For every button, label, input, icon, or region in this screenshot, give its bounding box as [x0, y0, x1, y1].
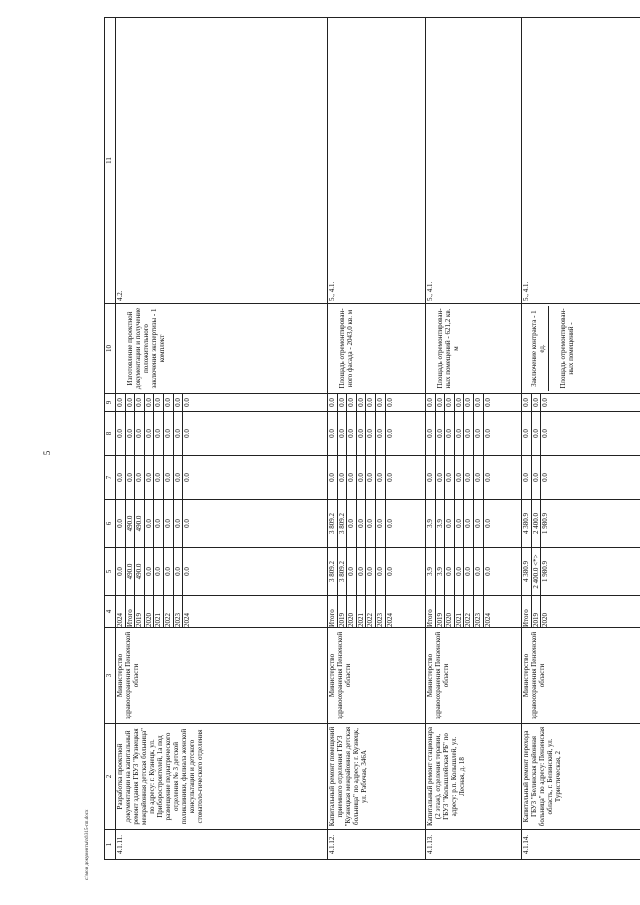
local-budget	[116, 412, 328, 456]
reference-index: 5., 4.1.	[328, 18, 426, 304]
regional-budget-value: 0.0	[445, 500, 455, 547]
total-funding-value: 0.0	[183, 567, 192, 576]
indicator	[522, 304, 640, 394]
federal-budget-value: 0.0	[464, 456, 474, 499]
other-sources-value: 0.0	[532, 394, 542, 411]
year-list-value: 2019	[532, 596, 542, 627]
other-sources-value: 0.0	[376, 394, 386, 411]
executor: Министерство здравоохранения Пензенской области	[116, 628, 328, 724]
total-funding	[426, 548, 522, 596]
other-sources-value: 0.0	[385, 398, 394, 407]
other-sources-value: 0.0	[474, 394, 484, 411]
federal-budget-value: 0.0	[174, 456, 184, 499]
header-cell: 8	[105, 412, 116, 456]
total-funding-value: 0.0	[376, 548, 386, 595]
row-number: 4.1.12.	[328, 830, 426, 860]
total-funding-value: 0.0	[445, 548, 455, 595]
other-sources-value: 0.0	[426, 394, 436, 411]
year-list-value: Итого	[328, 596, 338, 627]
table-row	[116, 18, 328, 860]
total-funding-value: 3.9	[436, 548, 446, 595]
other-sources-value: 0.0	[455, 394, 465, 411]
executor: Министерство здравоохранения Пензенской области	[328, 628, 426, 724]
other-sources-value: 0.0	[154, 394, 164, 411]
federal-budget-value: 0.0	[455, 456, 465, 499]
header-cell: 1	[105, 830, 116, 860]
total-funding-value: 0.0	[385, 567, 394, 576]
federal-budget-value: 0.0	[366, 456, 376, 499]
other-sources-value: 0.0	[541, 398, 550, 407]
federal-budget	[328, 456, 426, 500]
regional-budget-value: 0.0	[357, 500, 367, 547]
header-cell: 5	[105, 548, 116, 596]
table-row	[522, 18, 640, 860]
other-sources-value: 0.0	[338, 394, 348, 411]
federal-budget-value: 0.0	[116, 456, 126, 499]
local-budget-value: 0.0	[385, 429, 394, 438]
row-number: 4.1.13.	[426, 830, 522, 860]
total-funding-value: 0.0	[366, 548, 376, 595]
other-sources-value: 0.0	[366, 394, 376, 411]
program-table	[104, 17, 640, 860]
total-funding-value: 0.0	[116, 548, 126, 595]
federal-budget-value: 0.0	[376, 456, 386, 499]
year-list-value: 2024	[183, 613, 192, 627]
regional-budget-value: 0.0	[145, 500, 155, 547]
indicator-text: Площадь отремонтирован-ного фасада - 2043,0 кв. м	[338, 308, 355, 389]
local-budget-value: 0.0	[116, 412, 126, 455]
indicator	[426, 304, 522, 394]
regional-budget-value: 0.0	[376, 500, 386, 547]
executor: Министерство здравоохранения Пензенской области	[522, 628, 640, 724]
local-budget-value: 0.0	[145, 412, 155, 455]
federal-budget	[116, 456, 328, 500]
total-funding	[116, 548, 328, 596]
other-sources	[426, 394, 522, 412]
header-cell: 10	[105, 304, 116, 394]
other-sources	[328, 394, 426, 412]
local-budget-value: 0.0	[532, 412, 542, 455]
regional-budget-value: 3.9	[426, 500, 436, 547]
regional-budget-value: 0.0	[183, 519, 192, 528]
local-budget-value: 0.0	[174, 412, 184, 455]
federal-budget-value: 0.0	[328, 456, 338, 499]
total-funding-value: 0.0	[474, 548, 484, 595]
year-list-value: 2023	[174, 596, 184, 627]
year-list-value: 2021	[357, 596, 367, 627]
federal-budget	[426, 456, 522, 500]
local-budget-value: 0.0	[426, 412, 436, 455]
regional-budget-value: 0.0	[366, 500, 376, 547]
federal-budget-value: 0.0	[445, 456, 455, 499]
measure-name: Капитальный ремонт помещений приемного отделения ГБУЗ "Кузнецкая межрайонная детская больница" по адресу: г. Кузнецк, ул. Рабочая, 346А	[328, 724, 426, 830]
regional-budget-value: 0.0	[174, 500, 184, 547]
local-budget-value: 0.0	[541, 429, 550, 438]
footer-file-path: c:\мои документы\rd\315-пп.docx	[85, 809, 90, 880]
local-budget-value: 0.0	[328, 412, 338, 455]
local-budget-value: 0.0	[474, 412, 484, 455]
total-funding-value: 3 809.2	[328, 548, 338, 595]
total-funding-value: 490.0	[135, 548, 145, 595]
local-budget-value: 0.0	[357, 412, 367, 455]
year-list-value: 2024	[483, 613, 492, 627]
total-funding-value: 3.9	[426, 548, 436, 595]
indicator-text: Изготовление проектной документации и получение положительного заключения экспертизы - 1 комплект	[126, 307, 167, 390]
year-list-value: 2020	[347, 596, 357, 627]
row-number: 4.1.11.	[116, 830, 328, 860]
indicator	[328, 304, 426, 394]
total-funding-value: 0.0	[347, 548, 357, 595]
measure-name: Капитальный ремонт перехода ГБУЗ "Белинская районная больница" по адресу: Пензенская область, г. Белинский, ул. Туристическая, 2	[522, 724, 640, 830]
total-funding-value: 2 400.0 <*>	[532, 548, 542, 595]
indicator-top: Заключение контракта - 1 ед.	[530, 306, 549, 391]
header-cell: 7	[105, 456, 116, 500]
header-cell: 6	[105, 500, 116, 548]
table-row	[328, 18, 426, 860]
regional-budget	[116, 500, 328, 548]
other-sources-value: 0.0	[357, 394, 367, 411]
regional-budget-value: 2 400.0	[532, 500, 542, 547]
other-sources-value: 0.0	[135, 394, 145, 411]
indicator-text: Площадь отремонтирован-ных помещений -	[559, 308, 576, 389]
other-sources-value: 0.0	[522, 394, 532, 411]
row-number: 4.1.14.	[522, 830, 640, 860]
indicator-text: Площадь отремонтирован-ных помещений - 621,2 кв. м	[436, 308, 461, 389]
federal-budget-value: 0.0	[145, 456, 155, 499]
federal-budget-value: 0.0	[154, 456, 164, 499]
year-list-value: 2023	[376, 596, 386, 627]
regional-budget-value: 0.0	[154, 500, 164, 547]
regional-budget	[426, 500, 522, 548]
year-list-value: 2019	[436, 596, 446, 627]
local-budget-value: 0.0	[135, 412, 145, 455]
regional-budget	[522, 500, 640, 548]
year-list-value: 2022	[464, 596, 474, 627]
federal-budget-value: 0.0	[541, 473, 550, 482]
year-list	[328, 596, 426, 628]
regional-budget-value: 0.0	[347, 500, 357, 547]
regional-budget	[328, 500, 426, 548]
federal-budget-value: 0.0	[183, 473, 192, 482]
total-funding-value: 0.0	[145, 548, 155, 595]
federal-budget-value: 0.0	[426, 456, 436, 499]
regional-budget-value: 0.0	[385, 519, 394, 528]
reference-index: 5., 4.1.	[522, 18, 640, 304]
federal-budget	[522, 456, 640, 500]
year-list	[426, 596, 522, 628]
other-sources-value: 0.0	[183, 398, 192, 407]
table-row	[426, 18, 522, 860]
total-funding-value: 0.0	[174, 548, 184, 595]
regional-budget-value: 490.0	[126, 500, 136, 547]
federal-budget-value: 0.0	[483, 473, 492, 482]
year-list-value: 2024	[116, 596, 126, 627]
rotated-table-area	[104, 18, 580, 860]
year-list-value: 2021	[154, 596, 164, 627]
other-sources-value: 0.0	[445, 394, 455, 411]
year-list-value: 2020	[445, 596, 455, 627]
measure-name: Капитальный ремонт стационара (2 этаж), отделения терапии, ГБУЗ "Колышлейская РБ" по адресу: р.п. Колышлей, ул. Лесная, д. 18	[426, 724, 522, 830]
regional-budget-value: 3 809.2	[328, 500, 338, 547]
local-budget-value: 0.0	[347, 412, 357, 455]
year-list-value: 2020	[145, 596, 155, 627]
local-budget-value: 0.0	[183, 429, 192, 438]
indicator	[116, 304, 328, 394]
other-sources	[522, 394, 640, 412]
regional-budget-value: 3 809.2	[338, 500, 348, 547]
local-budget	[328, 412, 426, 456]
other-sources-value: 0.0	[164, 394, 174, 411]
regional-budget-value: 0.0	[474, 500, 484, 547]
header-cell: 2	[105, 724, 116, 830]
local-budget-value: 0.0	[455, 412, 465, 455]
regional-budget-value: 0.0	[116, 500, 126, 547]
other-sources-value: 0.0	[126, 394, 136, 411]
local-budget-value: 0.0	[436, 412, 446, 455]
federal-budget-value: 0.0	[532, 456, 542, 499]
year-list-value: Итого	[426, 596, 436, 627]
total-funding-value: 0.0	[164, 548, 174, 595]
total-funding-value: 0.0	[483, 567, 492, 576]
local-budget	[522, 412, 640, 456]
regional-budget-value: 0.0	[164, 500, 174, 547]
header-cell: 3	[105, 628, 116, 724]
year-list-value: 2020	[541, 613, 550, 627]
other-sources-value: 0.0	[145, 394, 155, 411]
other-sources	[116, 394, 328, 412]
local-budget-value: 0.0	[338, 412, 348, 455]
year-list	[116, 596, 328, 628]
other-sources-value: 0.0	[436, 394, 446, 411]
other-sources-value: 0.0	[347, 394, 357, 411]
header-cell: 9	[105, 394, 116, 412]
year-list-value: 2023	[474, 596, 484, 627]
regional-budget-value: 1 980.9	[541, 513, 550, 534]
regional-budget-value: 490.0	[135, 500, 145, 547]
federal-budget-value: 0.0	[338, 456, 348, 499]
local-budget-value: 0.0	[522, 412, 532, 455]
federal-budget-value: 0.0	[474, 456, 484, 499]
total-funding-value: 1 980.9	[541, 561, 550, 582]
reference-index: 5., 4.1.	[426, 18, 522, 304]
federal-budget-value: 0.0	[164, 456, 174, 499]
year-list-value: 2019	[338, 596, 348, 627]
local-budget-value: 0.0	[126, 412, 136, 455]
reference-index: 4.2.	[116, 18, 328, 304]
regional-budget-value: 0.0	[455, 500, 465, 547]
year-list	[522, 596, 640, 628]
other-sources-value: 0.0	[328, 394, 338, 411]
total-funding	[328, 548, 426, 596]
other-sources-value: 0.0	[483, 398, 492, 407]
year-list-value: 2021	[455, 596, 465, 627]
header-cell: 4	[105, 596, 116, 628]
year-list-value: 2019	[135, 596, 145, 627]
regional-budget-value: 0.0	[464, 500, 474, 547]
year-list-value: Итого	[522, 596, 532, 627]
federal-budget-value: 0.0	[135, 456, 145, 499]
federal-budget-value: 0.0	[436, 456, 446, 499]
local-budget-value: 0.0	[464, 412, 474, 455]
local-budget	[426, 412, 522, 456]
federal-budget-value: 0.0	[522, 456, 532, 499]
executor: Министерство здравоохранения Пензенской области	[426, 628, 522, 724]
total-funding-value: 0.0	[464, 548, 474, 595]
total-funding-value: 490.0	[126, 548, 136, 595]
header-row	[105, 18, 116, 860]
year-list-value: Итого	[126, 596, 136, 627]
federal-budget-value: 0.0	[126, 456, 136, 499]
total-funding-value: 4 380.9	[522, 548, 532, 595]
regional-budget-value: 0.0	[483, 519, 492, 528]
total-funding-value: 0.0	[154, 548, 164, 595]
page-number: 5	[42, 450, 52, 456]
regional-budget-value: 3.9	[436, 500, 446, 547]
local-budget-value: 0.0	[366, 412, 376, 455]
other-sources-value: 0.0	[464, 394, 474, 411]
total-funding-value: 0.0	[455, 548, 465, 595]
local-budget-value: 0.0	[483, 429, 492, 438]
year-list-value: 2024	[385, 613, 394, 627]
total-funding-value: 3 809.2	[338, 548, 348, 595]
federal-budget-value: 0.0	[347, 456, 357, 499]
other-sources-value: 0.0	[116, 394, 126, 411]
federal-budget-value: 0.0	[357, 456, 367, 499]
total-funding	[522, 548, 640, 596]
other-sources-value: 0.0	[174, 394, 184, 411]
measure-name: Разработка проектной документации на капитальный ремонт здания ГБУЗ "Кузнецкая межрайонная детская больница" по адресу: г. Кузнецк, ул. Приборостроителей, 1а под размещение педиатрического отделения № 3 детской поликлиники, филиала женской консультации и детского стоматоло-гического отделения	[116, 724, 328, 830]
local-budget-value: 0.0	[445, 412, 455, 455]
header-cell: 11	[105, 18, 116, 304]
local-budget-value: 0.0	[154, 412, 164, 455]
federal-budget-value: 0.0	[385, 473, 394, 482]
regional-budget-value: 4 380.9	[522, 500, 532, 547]
local-budget-value: 0.0	[376, 412, 386, 455]
local-budget-value: 0.0	[164, 412, 174, 455]
year-list-value: 2022	[366, 596, 376, 627]
total-funding-value: 0.0	[357, 548, 367, 595]
year-list-value: 2022	[164, 596, 174, 627]
